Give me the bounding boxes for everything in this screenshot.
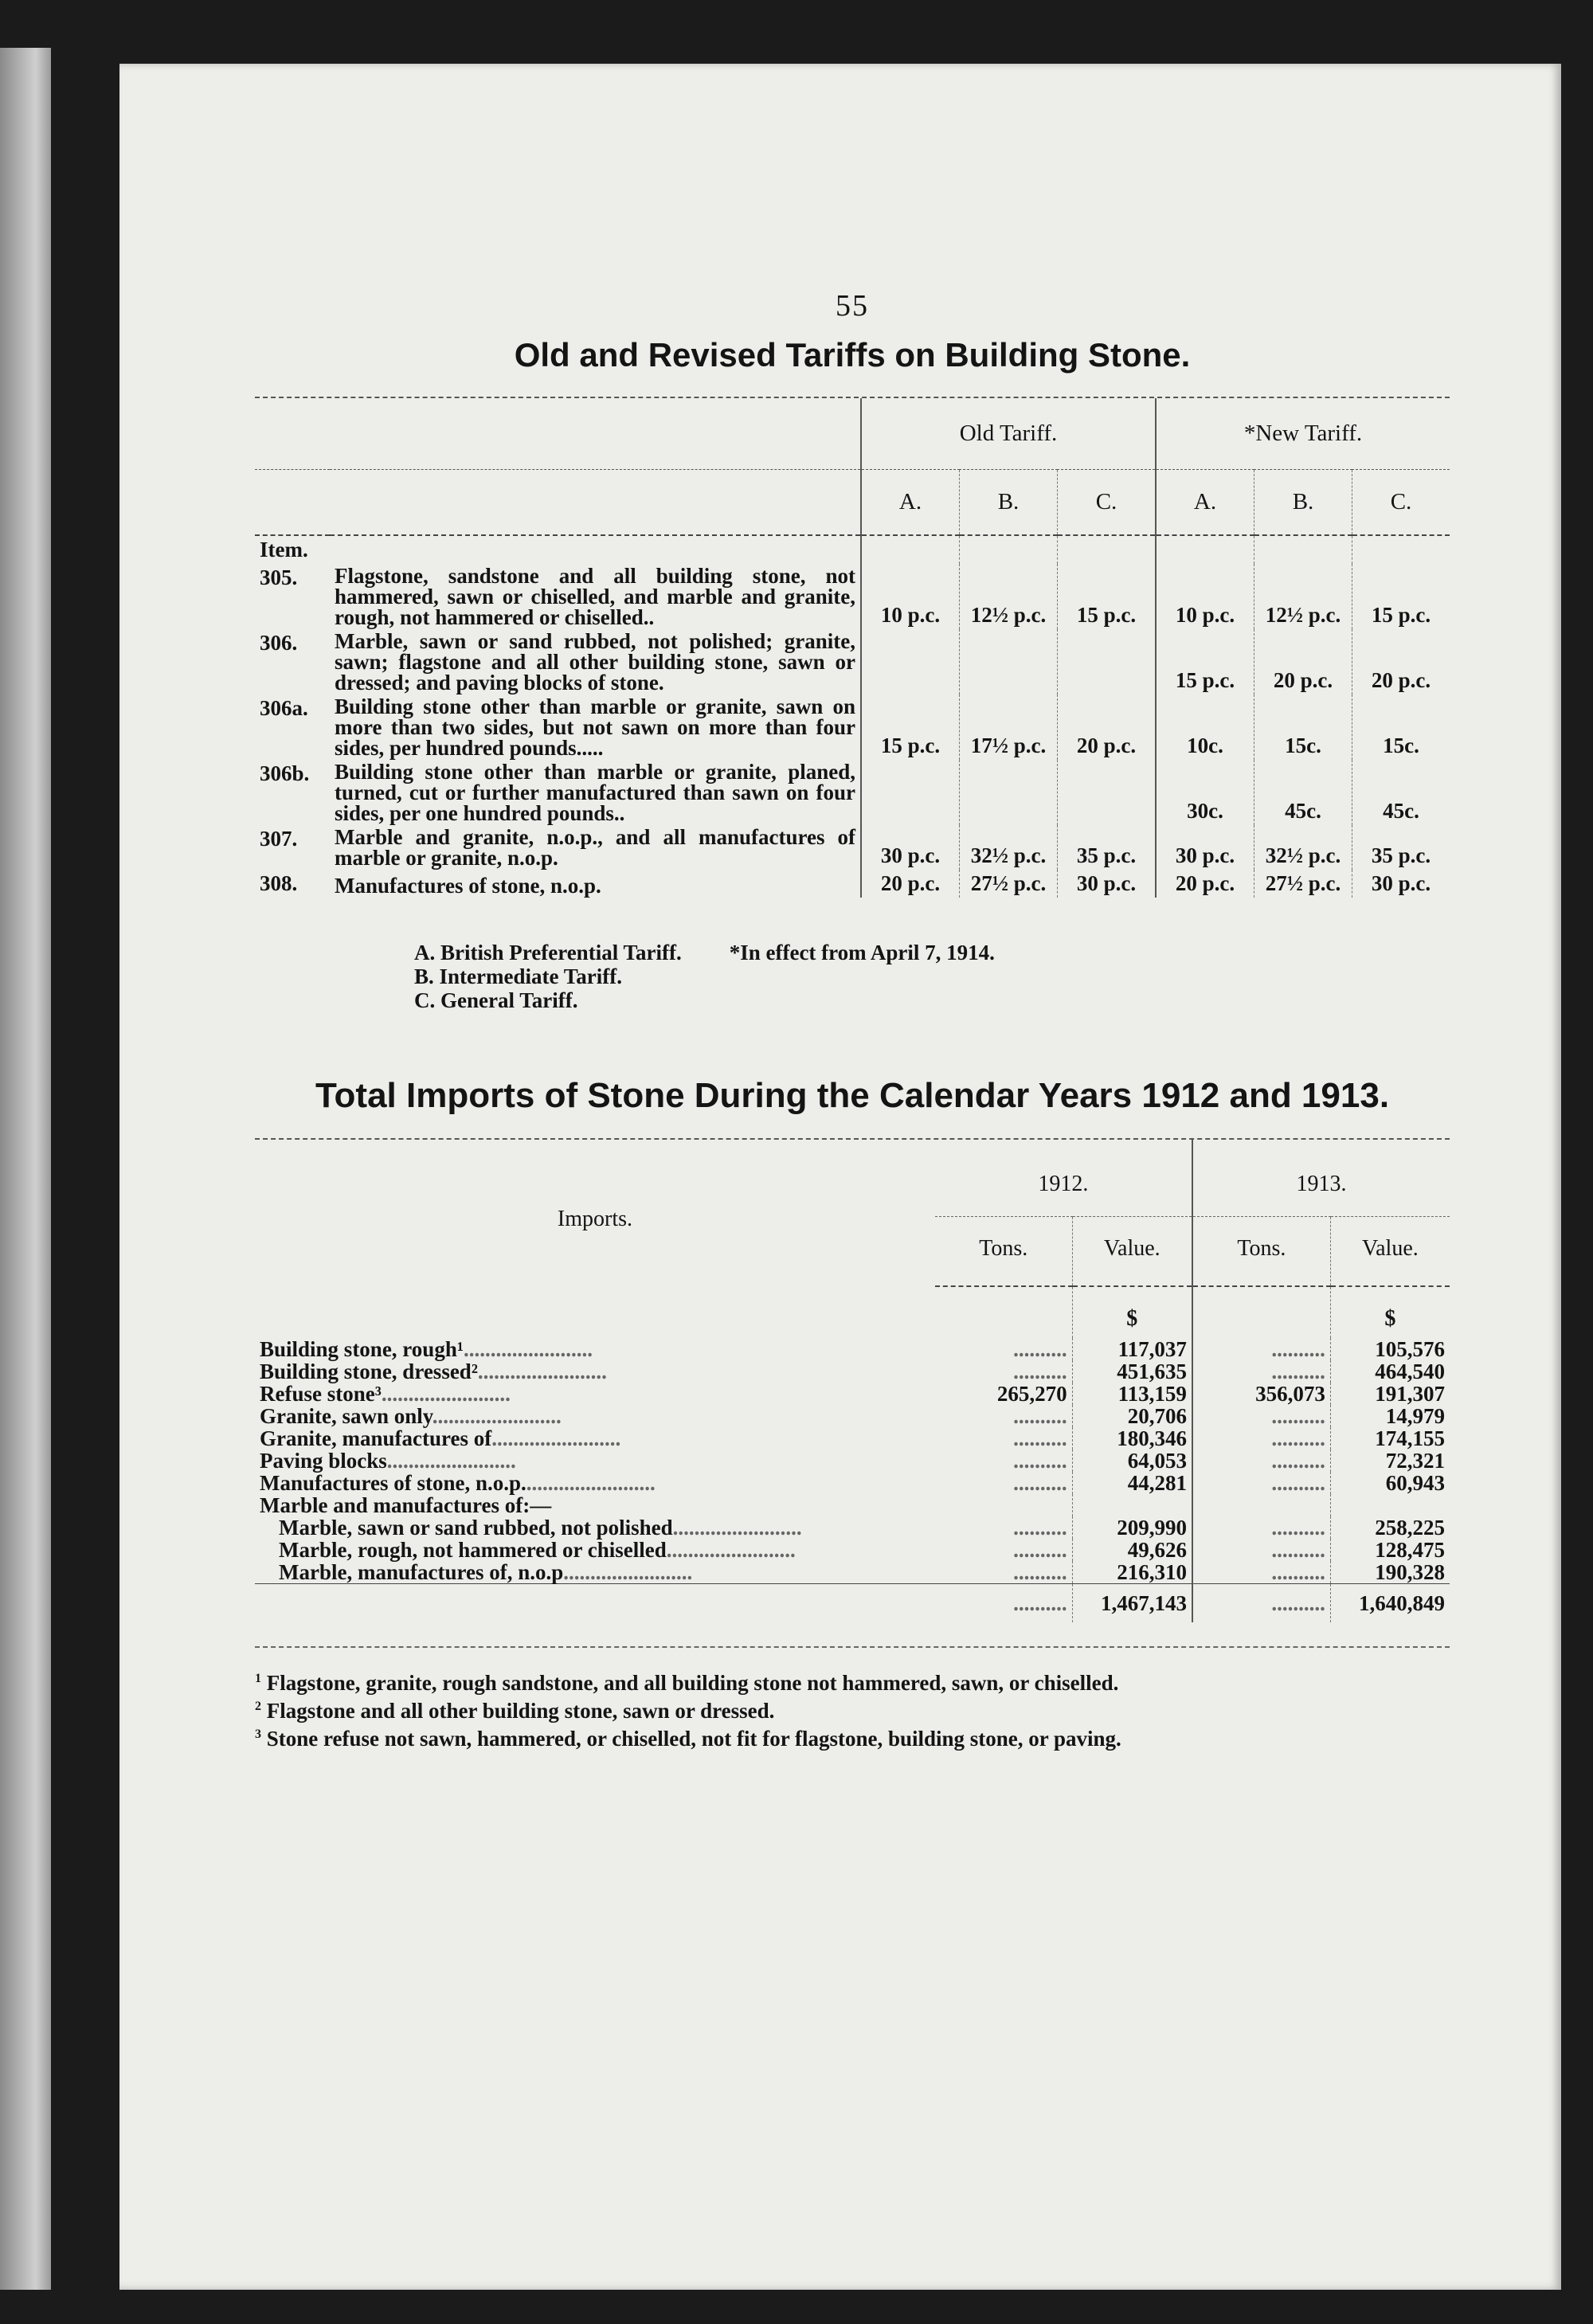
value-1912-header: Value.	[1072, 1217, 1192, 1287]
value-1912: 44,281	[1072, 1472, 1192, 1494]
tariff-rate: 15 p.c.	[1352, 564, 1450, 629]
tariff-rate: 12½ p.c.	[1254, 564, 1352, 629]
footnote-mark: 3	[255, 1727, 261, 1741]
tariff-row	[255, 870, 1450, 898]
imports-table: Imports. 1912. 1913. Tons. Value. Tons. Value. $ $ Building stone, rough¹........................ .......... 117,037 .......... 105,576 Building stone, dressed²........................ .......... 451,635 .......... 464,540 Refuse stone³........................ 265,270 113,159 356,073 191,307 Granite, sawn only........................ .......... 20,706 .......... 14,979 Granite, manufactures of........................ .......... 180,346 .......... 174,155 Paving blocks........................ .......... 64,053 .......... 72,321 Manufactures of stone, n.o.p......................... .......... 44,281 .......... 60,943 Marble and manufactures of:— Marble, sawn or sand rubbed, not polished........................ .......... 209,990 .......... 258,225 Marble, rough, not hammered or chiselled........................ .......... 49,626 .......... 128,475 Marble, manufactures of, n.o.p........................ .......... 216,310 .......... 190,328 .......... 1,467,143 .......... 1,640,849	[255, 1140, 1450, 1622]
value-1912: 20,706	[1072, 1405, 1192, 1427]
adjacent-page-edge	[0, 48, 51, 2290]
total-value-1913: 1,640,849	[1330, 1584, 1450, 1623]
tariff-rate: 30c.	[1156, 760, 1254, 825]
tariff-rate: 32½ p.c.	[960, 825, 1058, 870]
imports-row	[255, 1338, 1450, 1360]
tons-1913: 356,073	[1192, 1383, 1330, 1405]
tariff-rate: 35 p.c.	[1058, 825, 1157, 870]
tariff-rate: 20 p.c.	[1254, 629, 1352, 694]
legend-a: A. British Preferential Tariff.	[414, 941, 682, 964]
imports-row	[255, 1539, 1450, 1561]
value-1912: 180,346	[1072, 1427, 1192, 1450]
tons-1912: ..........	[1013, 1337, 1067, 1361]
tariff-row	[255, 760, 1450, 825]
item-description: Manufactures of stone, n.o.p.	[335, 874, 601, 898]
item-number: 308.	[260, 871, 298, 895]
value-1913: 258,225	[1330, 1516, 1450, 1539]
value-1913: 60,943	[1330, 1472, 1450, 1494]
tariff-rate: 32½ p.c.	[1254, 825, 1352, 870]
item-number: 307.	[260, 827, 298, 851]
footnote-mark: 1	[255, 1672, 261, 1685]
imports-row	[255, 1360, 1450, 1383]
tariff-row	[255, 825, 1450, 870]
import-label: Paving blocks........................	[260, 1449, 516, 1473]
tariff-rate: 15 p.c.	[1058, 564, 1157, 629]
item-description: Flagstone, sandstone and all building stone, not hammered, sawn or chiselled, and marble and granite, rough, not hammered or chiselled..	[335, 564, 855, 629]
legend-list	[414, 941, 682, 1012]
imports-bottom-rule	[255, 1646, 1450, 1648]
import-label: Refuse stone³........................	[260, 1382, 511, 1406]
col-old-a: A.	[861, 470, 960, 536]
tariff-rate	[1058, 760, 1157, 825]
tons-1913: ..........	[1192, 1405, 1330, 1427]
import-label: Marble and manufactures of:—	[260, 1493, 552, 1517]
tariff-rate: 15 p.c.	[1156, 629, 1254, 694]
col-new-c: C.	[1352, 470, 1450, 536]
col-new-b: B.	[1254, 470, 1352, 536]
item-number: 306b.	[260, 761, 310, 785]
year-1912-header: 1912.	[1038, 1172, 1089, 1196]
tariff-rate: 17½ p.c.	[960, 694, 1058, 760]
tariff-rate: 10 p.c.	[861, 564, 960, 629]
col-new-a: A.	[1156, 470, 1254, 536]
tariff-title: Old and Revised Tariffs on Building Stone.	[514, 336, 1191, 374]
currency-1913: $	[1330, 1286, 1450, 1338]
tariff-rate: 20 p.c.	[1352, 629, 1450, 694]
footnotes	[255, 1667, 1450, 1751]
value-1913: 128,475	[1330, 1539, 1450, 1561]
tariff-rate: 15c.	[1254, 694, 1352, 760]
tariff-rate: 30 p.c.	[1058, 870, 1157, 898]
item-number: 306a.	[260, 696, 308, 720]
footnote-mark: 2	[255, 1700, 261, 1713]
item-heading: Item.	[260, 538, 308, 561]
footnote-text: Flagstone and all other building stone, sawn or dressed.	[266, 1699, 775, 1723]
tons-1912: ..........	[1013, 1560, 1067, 1584]
value-1912: 49,626	[1072, 1539, 1192, 1561]
value-1913: 72,321	[1330, 1450, 1450, 1472]
value-1912: 216,310	[1072, 1561, 1192, 1584]
tariff-rate: 20 p.c.	[861, 870, 960, 898]
value-1912: 113,159	[1072, 1383, 1192, 1405]
tariff-legend	[414, 941, 1450, 1012]
imports-row	[255, 1450, 1450, 1472]
footnote	[255, 1723, 1450, 1751]
tariff-rate	[960, 629, 1058, 694]
imports-header: Imports.	[557, 1207, 632, 1231]
tariff-rate	[960, 760, 1058, 825]
import-label: Marble, rough, not hammered or chiselled........................	[279, 1538, 796, 1562]
tariff-rate	[861, 760, 960, 825]
new-tariff-header: *New Tariff.	[1156, 398, 1450, 470]
tons-1912: ..........	[1013, 1538, 1067, 1562]
tariff-rate: 27½ p.c.	[960, 870, 1058, 898]
tons-1913: ..........	[1192, 1516, 1330, 1539]
item-description: Marble, sawn or sand rubbed, not polished; granite, sawn; flagstone and all other building stone, sawn or dressed; and paving blocks of stone.	[335, 629, 855, 694]
tariff-rate: 20 p.c.	[1156, 870, 1254, 898]
tons-1912: ..........	[1013, 1360, 1067, 1383]
imports-row	[255, 1516, 1450, 1539]
item-description: Building stone other than marble or granite, planed, turned, cut or further manufactured than sawn on four sides, per one hundred pounds..	[335, 760, 855, 825]
tons-1913: ..........	[1192, 1472, 1330, 1494]
tariff-rate: 20 p.c.	[1058, 694, 1157, 760]
tons-1913: ..........	[1192, 1561, 1330, 1584]
value-1913: 464,540	[1330, 1360, 1450, 1383]
value-1912: 117,037	[1072, 1338, 1192, 1360]
legend-c: C. General Tariff.	[414, 988, 578, 1012]
value-1912: 64,053	[1072, 1450, 1192, 1472]
legend-b: B. Intermediate Tariff.	[414, 964, 622, 988]
import-label: Manufactures of stone, n.o.p.........................	[260, 1471, 656, 1495]
tariff-rate: 10 p.c.	[1156, 564, 1254, 629]
import-label: Building stone, rough¹........................	[260, 1337, 593, 1361]
imports-row	[255, 1427, 1450, 1450]
tons-1913	[1192, 1494, 1330, 1516]
import-label: Building stone, dressed²........................	[260, 1360, 607, 1383]
imports-title: Total Imports of Stone During the Calendar Years 1912 and 1913.	[315, 1076, 1390, 1115]
page-number: 55	[836, 289, 869, 323]
item-description: Building stone other than marble or granite, sawn on more than two sides, but not sawn on more than four sides, per hundred pounds.....	[335, 694, 855, 760]
tons-1912: ..........	[1013, 1516, 1067, 1540]
tariff-rate: 45c.	[1352, 760, 1450, 825]
tons-1912: ..........	[1013, 1426, 1067, 1450]
value-1913: 14,979	[1330, 1405, 1450, 1427]
tariff-rate: 45c.	[1254, 760, 1352, 825]
import-label: Marble, manufactures of, n.o.p........................	[279, 1560, 693, 1584]
tariff-rate: 35 p.c.	[1352, 825, 1450, 870]
blank-header	[255, 398, 861, 470]
tons-1912: 265,270	[996, 1382, 1067, 1406]
tons-1912: ..........	[1013, 1471, 1067, 1495]
tons-1913: ..........	[1192, 1539, 1330, 1561]
imports-row	[255, 1494, 1450, 1516]
imports-row	[255, 1472, 1450, 1494]
footnote-text: Stone refuse not sawn, hammered, or chiselled, not fit for flagstone, building stone, or paving.	[266, 1727, 1121, 1751]
item-number: 306.	[260, 631, 298, 655]
footnote	[255, 1695, 1450, 1723]
currency-1912: $	[1072, 1286, 1192, 1338]
tons-1913-header: Tons.	[1192, 1217, 1330, 1287]
tons-1912: ..........	[1013, 1449, 1067, 1473]
page-content	[255, 288, 1450, 1751]
tariff-rate: 30 p.c.	[1156, 825, 1254, 870]
tariff-rate	[861, 629, 960, 694]
imports-row	[255, 1405, 1450, 1427]
footnote-text: Flagstone, granite, rough sandstone, and all building stone not hammered, sawn, or chiselled.	[266, 1671, 1119, 1695]
tariff-rate: 15c.	[1352, 694, 1450, 760]
value-1912	[1072, 1494, 1192, 1516]
value-1913	[1330, 1494, 1450, 1516]
item-number: 305.	[260, 565, 298, 589]
total-value-1912: 1,467,143	[1072, 1584, 1192, 1623]
tariff-rate: 10c.	[1156, 694, 1254, 760]
import-label: Granite, sawn only........................	[260, 1404, 562, 1428]
item-description: Marble and granite, n.o.p., and all manufactures of marble or granite, n.o.p.	[335, 825, 855, 870]
tons-1913: ..........	[1192, 1360, 1330, 1383]
tariff-rate: 30 p.c.	[861, 825, 960, 870]
tons-1913: ..........	[1192, 1427, 1330, 1450]
col-old-c: C.	[1058, 470, 1157, 536]
footnote	[255, 1667, 1450, 1695]
import-label: Marble, sawn or sand rubbed, not polished........................	[279, 1516, 802, 1540]
tariff-table	[255, 398, 1450, 898]
value-1913: 190,328	[1330, 1561, 1450, 1584]
tons-1913: ..........	[1192, 1338, 1330, 1360]
year-1913-header: 1913.	[1192, 1140, 1450, 1217]
tariff-rate: 27½ p.c.	[1254, 870, 1352, 898]
tariff-row	[255, 694, 1450, 760]
value-1912: 451,635	[1072, 1360, 1192, 1383]
tariff-rate: 12½ p.c.	[960, 564, 1058, 629]
tariff-rate	[1058, 629, 1157, 694]
imports-row	[255, 1383, 1450, 1405]
document-page	[119, 64, 1561, 2290]
old-tariff-header: Old Tariff.	[861, 398, 1156, 470]
tariff-rate: 30 p.c.	[1352, 870, 1450, 898]
imports-row	[255, 1561, 1450, 1584]
value-1913: 174,155	[1330, 1427, 1450, 1450]
tons-1913: ..........	[1192, 1450, 1330, 1472]
effect-note: *In effect from April 7, 1914.	[729, 941, 995, 964]
tariff-row	[255, 564, 1450, 629]
tons-1912-header: Tons.	[935, 1217, 1072, 1287]
value-1913: 191,307	[1330, 1383, 1450, 1405]
tons-1912	[935, 1494, 1072, 1516]
col-old-b: B.	[960, 470, 1058, 536]
value-1912: 209,990	[1072, 1516, 1192, 1539]
value-1913: 105,576	[1330, 1338, 1450, 1360]
tariff-row	[255, 629, 1450, 694]
tons-1912: ..........	[1013, 1404, 1067, 1428]
value-1913-header: Value.	[1330, 1217, 1450, 1287]
tariff-rate: 15 p.c.	[861, 694, 960, 760]
import-label: Granite, manufactures of........................	[260, 1426, 621, 1450]
